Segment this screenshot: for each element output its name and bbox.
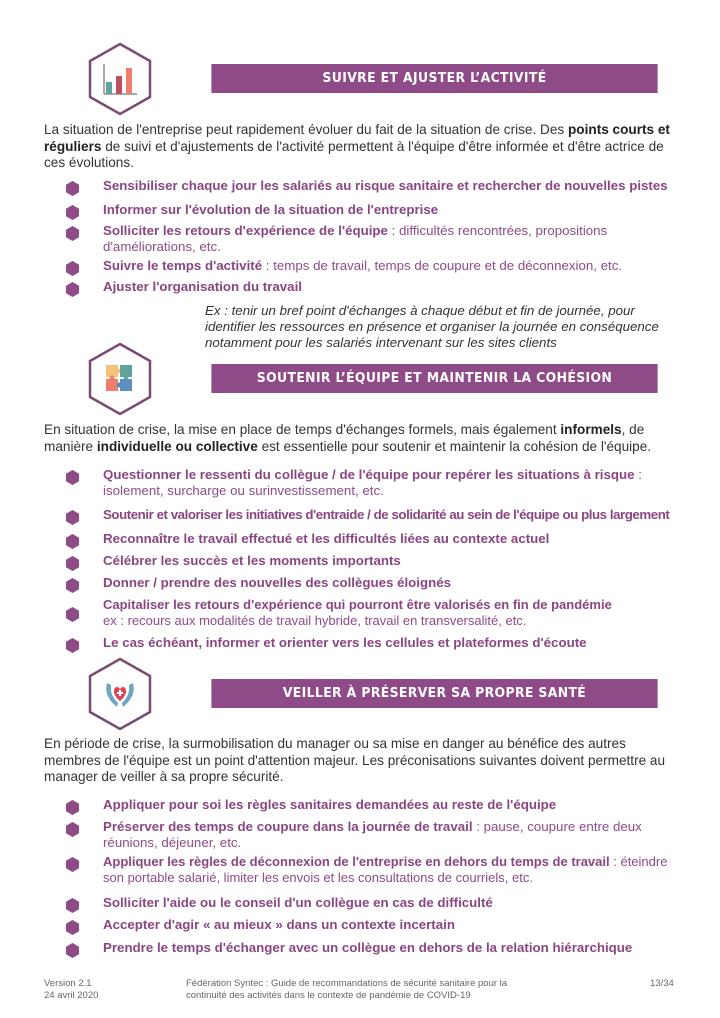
section-intro: En période de crise, la surmobilisation du manager ou sa mise en danger au bénéfice des autres membres de l'équipe est un point d'attention majeur. Les préconisations suivantes doivent permettre au manager de veiller à sa propre sécurité. <box>44 736 666 784</box>
hexagon-bullet-icon <box>66 857 79 872</box>
hexagon-frame-icon <box>87 657 153 731</box>
footer-date: 24 avril 2020 <box>44 990 99 1001</box>
section-intro: En situation de crise, la mise en place de temps d'échanges formels, mais également informels, de manière individuelle ou collective est essentielle pour soutenir et maintenir la cohésion de l'équipe. <box>44 422 652 454</box>
hexagon-bullet-icon <box>66 261 79 276</box>
section-title: VEILLER À PRÉSERVER SA PROPRE SANTÉ <box>211 679 657 708</box>
hexagon-bullet-icon <box>66 578 79 593</box>
section-header-cohesion <box>0 342 720 422</box>
footer-title: Fédération Syntec : Guide de recommandations de sécurité sanitaire pour la continuité des activités dans le contexte de pandémie de COVID-19 <box>186 978 508 1001</box>
hexagon-bullet-icon <box>66 205 79 220</box>
hexagon-bullet-icon <box>66 181 79 196</box>
hexagon-bullet-icon <box>66 470 79 485</box>
hexagon-bullet-icon <box>66 800 79 815</box>
hexagon-bullet-icon <box>66 638 79 653</box>
hexagon-frame-icon <box>87 42 153 116</box>
hexagon-bullet-icon <box>66 510 79 525</box>
hexagon-bullet-icon <box>66 607 79 622</box>
hexagon-frame-icon <box>87 342 153 416</box>
example-note: Ex : tenir un bref point d'échanges à chaque début et fin de journée, pour identifier les ressources en présence et organiser la journée en conséquence notamment pour les salariés intervenant sur les sites clients <box>205 303 659 350</box>
section-header-health <box>0 657 720 737</box>
footer-version <box>44 978 98 1002</box>
hexagon-bullet-icon <box>66 920 79 935</box>
section-intro: La situation de l'entreprise peut rapidement évoluer du fait de la situation de crise. Des points courts et réguliers de suivi et d'ajustements de l'activité permettent à l'équipe d'être informée et d'être actrice de ces évolutions. <box>44 122 670 170</box>
hexagon-bullet-icon <box>66 898 79 913</box>
footer-version-label: Version 2.1 <box>44 978 92 989</box>
hexagon-bullet-icon <box>66 226 79 241</box>
hexagon-bullet-icon <box>66 556 79 571</box>
page-number: 13/34 <box>650 978 674 989</box>
hexagon-bullet-icon <box>66 282 79 297</box>
section-header-activity <box>0 42 720 122</box>
hexagon-bullet-icon <box>66 943 79 958</box>
section-title: SOUTENIR L’ÉQUIPE ET MAINTENIR LA COHÉSION <box>211 364 657 393</box>
section-title: SUIVRE ET AJUSTER L’ACTIVITÉ <box>211 64 657 93</box>
hexagon-bullet-icon <box>66 534 79 549</box>
hexagon-bullet-icon <box>66 822 79 837</box>
